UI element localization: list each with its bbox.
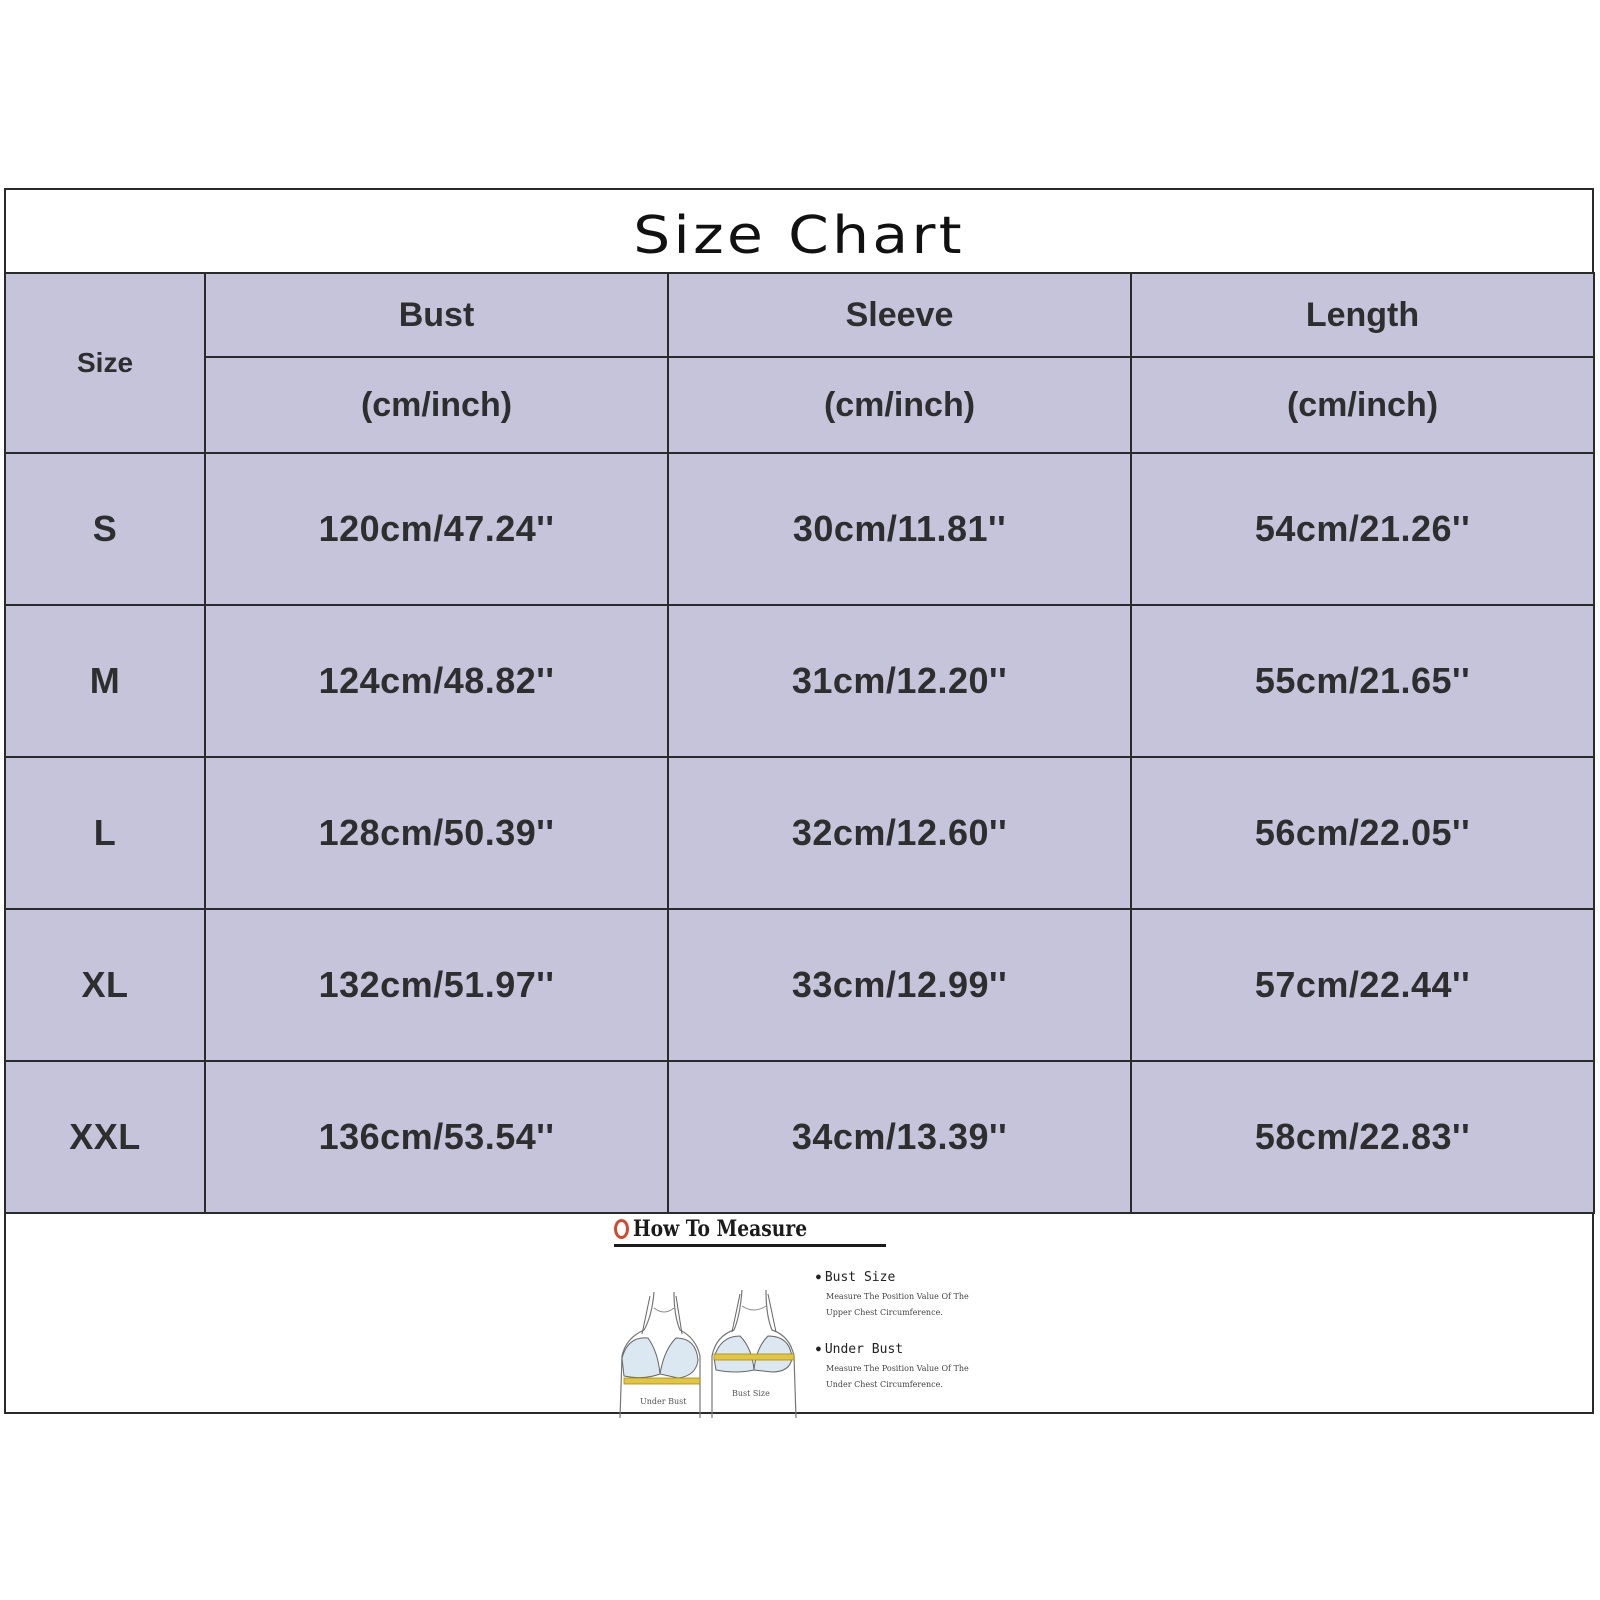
title-bar bbox=[6, 190, 1592, 272]
bust-cell: 132cm/51.97'' bbox=[205, 909, 668, 1061]
length-cell: 55cm/21.65'' bbox=[1131, 605, 1594, 757]
sleeve-cell: 30cm/11.81'' bbox=[668, 453, 1131, 605]
length-cell: 57cm/22.44'' bbox=[1131, 909, 1594, 1061]
table-row bbox=[5, 909, 1594, 1061]
length-cell: 56cm/22.05'' bbox=[1131, 757, 1594, 909]
bust-column-header: Bust bbox=[205, 273, 668, 357]
table-row bbox=[5, 757, 1594, 909]
under-bust-title: ● Under Bust bbox=[816, 1342, 986, 1357]
bust-size-label: Bust Size bbox=[732, 1389, 770, 1398]
table-row bbox=[5, 1061, 1594, 1213]
size-cell: M bbox=[5, 605, 205, 757]
under-bust-label: Under Bust bbox=[640, 1397, 687, 1406]
unit-row bbox=[5, 357, 1594, 453]
bust-cell: 128cm/50.39'' bbox=[205, 757, 668, 909]
under-bust-figure bbox=[620, 1292, 700, 1418]
under-bust-instruction bbox=[816, 1342, 986, 1393]
size-table bbox=[4, 272, 1595, 1214]
bust-cell: 124cm/48.82'' bbox=[205, 605, 668, 757]
size-cell: XXL bbox=[5, 1061, 205, 1213]
bust-cell: 136cm/53.54'' bbox=[205, 1061, 668, 1213]
measuring-tape bbox=[624, 1378, 700, 1384]
bust-size-instruction bbox=[816, 1270, 986, 1321]
size-cell: S bbox=[5, 453, 205, 605]
sleeve-unit: (cm/inch) bbox=[668, 357, 1131, 453]
length-cell: 58cm/22.83'' bbox=[1131, 1061, 1594, 1213]
sleeve-cell: 34cm/13.39'' bbox=[668, 1061, 1131, 1213]
how-to-measure-heading bbox=[614, 1214, 886, 1247]
size-cell: L bbox=[5, 757, 205, 909]
bust-size-description: Measure The Position Value Of The Upper Chest Circumference. bbox=[826, 1292, 969, 1317]
circle-bullet-icon bbox=[614, 1219, 629, 1239]
under-bust-description: Measure The Position Value Of The Under Chest Circumference. bbox=[826, 1364, 969, 1389]
measuring-tape bbox=[714, 1354, 794, 1360]
bust-unit: (cm/inch) bbox=[205, 357, 668, 453]
bust-cell: 120cm/47.24'' bbox=[205, 453, 668, 605]
sleeve-cell: 32cm/12.60'' bbox=[668, 757, 1131, 909]
bust-size-title: ● Bust Size bbox=[816, 1270, 986, 1285]
size-cell: XL bbox=[5, 909, 205, 1061]
length-column-header: Length bbox=[1131, 273, 1594, 357]
bust-size-figure bbox=[712, 1290, 796, 1418]
how-to-measure-panel bbox=[614, 1212, 994, 1418]
size-column-header: Size bbox=[5, 273, 205, 453]
length-cell: 54cm/21.26'' bbox=[1131, 453, 1594, 605]
length-unit: (cm/inch) bbox=[1131, 357, 1594, 453]
size-chart-frame bbox=[4, 188, 1594, 1414]
sleeve-cell: 31cm/12.20'' bbox=[668, 605, 1131, 757]
page-title: Size Chart bbox=[633, 206, 965, 266]
header-row bbox=[5, 273, 1594, 357]
sleeve-column-header: Sleeve bbox=[668, 273, 1131, 357]
measure-figure-illustration bbox=[614, 1286, 814, 1418]
how-to-measure-title: How To Measure bbox=[633, 1216, 808, 1242]
table-row bbox=[5, 605, 1594, 757]
sleeve-cell: 33cm/12.99'' bbox=[668, 909, 1131, 1061]
table-row bbox=[5, 453, 1594, 605]
